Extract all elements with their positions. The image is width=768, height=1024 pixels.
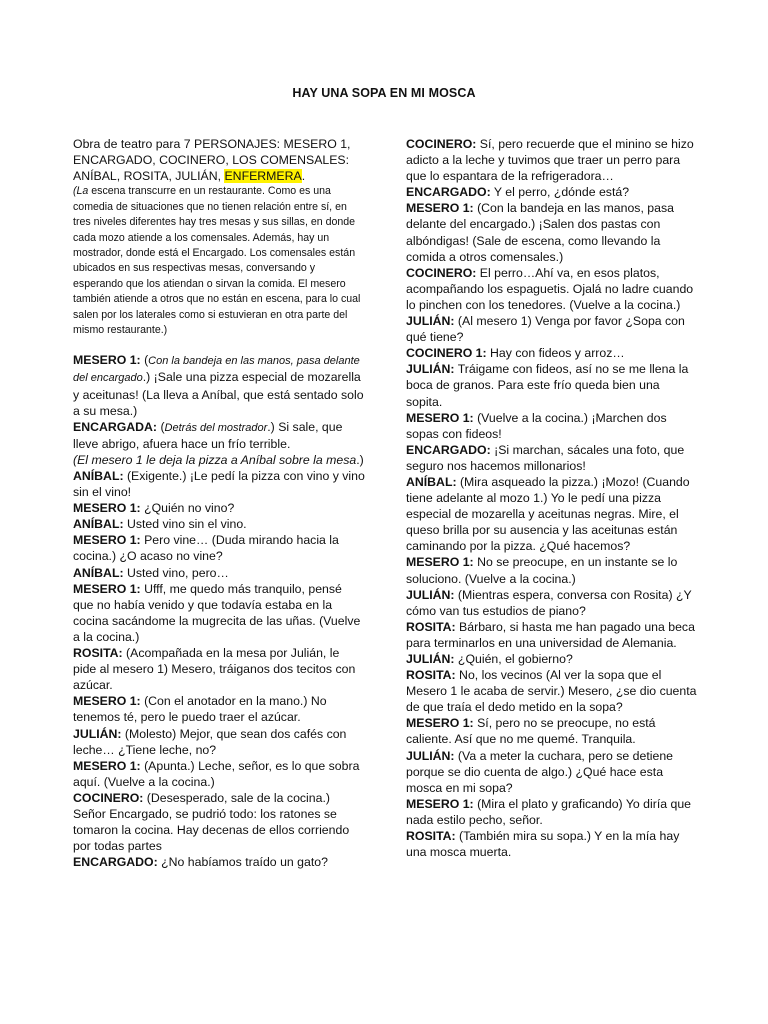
dialogue-line — [406, 748, 698, 796]
intro-direction-text: escena transcurre en un restaurante. Como es una comedia de situaciones que no tienen relación entre sí, en tres niveles diferentes hay tres mesas y sus sillas, en donde cada mozo atiende a los comensales. Además, hay un mostrador, donde está el Encargado. Los comensales están ubicados en sus respectivas mesas, conversando y esperando que los atiendan o sirvan la comida. El mesero también atiende a otros que no están en escena, para lo cual salen por los laterales como si estuvieran en otra parte del mismo restaurante.) — [73, 185, 361, 336]
dialogue-line — [73, 790, 365, 854]
paren: ( — [140, 353, 149, 368]
right-column — [406, 136, 698, 860]
dialogue-line — [406, 474, 698, 554]
dialogue-line — [406, 361, 698, 409]
dialogue-line — [73, 532, 365, 564]
characters-paragraph — [73, 136, 365, 184]
speaker-name: JULIÁN: — [406, 587, 455, 602]
speaker-name: ANÍBAL: — [73, 469, 124, 483]
speaker-name: MESERO 1: — [73, 758, 141, 773]
speaker-name: MESERO 1: — [73, 533, 141, 548]
dialogue-text: Usted vino, pero… — [123, 565, 229, 580]
stage-direction-intro — [73, 184, 365, 338]
dialogue-text: Pero vine… (Duda mirando hacia la cocina.) ¿O acaso no vine? — [73, 533, 339, 564]
paren: ( — [157, 419, 165, 434]
dialogue-text: (Desesperado, sale de la cocina.) Señor Encargado, se pudrió todo: los ratones se tomaron la cocina. Hay decenas de ellos corriendo por todas partes — [73, 790, 350, 854]
dialogue-line — [406, 667, 698, 715]
dialogue-text: (Al mesero 1) Venga por favor ¿Sopa con qué tiene? — [406, 314, 685, 345]
dialogue-text: .) Si sale, que lleve abrigo, afuera hace un frío terrible. — [73, 419, 343, 451]
dialogue-text: Sí, pero no se preocupe, no está caliente. Así que no me quemé. Tranquila. — [406, 716, 656, 747]
highlighted-word: ENFERMERA — [224, 169, 302, 184]
dialogue-text: Y el perro, ¿dónde está? — [490, 185, 630, 200]
dialogue-line — [406, 619, 698, 651]
speaker-name: ENCARGADO: — [406, 185, 491, 200]
dialogue-text: (Acompañada en la mesa por Julián, le pide al mesero 1) Mesero, tráiganos dos tecitos con azúcar. — [73, 646, 356, 693]
dialogue-text: (Mientras espera, conversa con Rosita) ¿Y cómo van tus estudios de piano? — [406, 587, 692, 618]
speaker-name: ROSITA: — [406, 829, 456, 844]
speaker-name: MESERO 1: — [406, 201, 474, 216]
dialogue-line — [406, 828, 698, 860]
dialogue-line — [406, 651, 698, 667]
speaker-name: ENCARGADA: — [73, 419, 158, 434]
dialogue-line — [406, 796, 698, 828]
dialogue-line — [406, 554, 698, 586]
dialogue-text: Tráigame con fideos, así no se me llena la boca de granos. Para este frío queda bien una sopita. — [406, 362, 689, 409]
speaker-name: MESERO 1: — [73, 353, 141, 368]
speaker-name: MESERO 1: — [73, 581, 141, 596]
dialogue-line — [73, 854, 365, 870]
intro-italic-word: La — [76, 185, 89, 198]
speaker-name: ENCARGADO: — [73, 855, 158, 870]
stage-direction: Con la bandeja en las manos, pasa delante del encargado — [73, 355, 360, 385]
dialogue-line — [406, 184, 698, 200]
dialogue-line — [73, 693, 365, 725]
speaker-name: ROSITA: — [406, 619, 456, 634]
dialogue-line — [73, 419, 365, 452]
dialogue-line — [406, 265, 698, 313]
dialogue-text: Bárbaro, si hasta me han pagado una beca para terminarlos en una universidad de Alemania. — [406, 619, 695, 650]
left-dialogue — [73, 352, 365, 870]
dialogue-text: ¿Quién, el gobierno? — [454, 652, 573, 666]
dialogue-text: Sí, pero recuerde que el minino se hizo adicto a la leche y tuvimos que traer un perro para que lo espantara de la refrigeradora… — [406, 137, 694, 184]
dialogue-text: (También mira su sopa.) Y en la mía hay una mosca muerta. — [406, 829, 680, 860]
dialogue-line — [73, 565, 365, 581]
dialogue-line — [406, 345, 698, 361]
dialogue-line — [73, 452, 365, 468]
dialogue-text: (Mira asqueado la pizza.) ¡Mozo! (Cuando tiene adelante al mozo 1.) Yo le pedí una pizza especial de mozarella y aceitunas negras. Mire, el queso brilla por su ausencia y las aceitunas están caminando por la pizza. ¿Qué hacemos? — [406, 474, 690, 554]
dialogue-line — [406, 410, 698, 442]
dialogue-text: No, los vecinos (Al ver la sopa que el Mesero 1 le acaba de servir.) Mesero, ¿se dio cuenta de que traía el dedo metido en la sopa? — [406, 668, 697, 715]
dialogue-line — [406, 200, 698, 264]
dialogue-text: (Molesto) Mejor, que sean dos cafés con leche… ¿Tiene leche, no? — [73, 726, 347, 757]
dialogue-line — [73, 468, 365, 500]
intro-paren: ( — [73, 185, 77, 198]
dialogue-line — [406, 587, 698, 619]
characters-text: Obra de teatro para 7 PERSONAJES: MESERO 1, ENCARGADO, COCINERO, LOS COMENSALES: ANÍBAL, ROSITA, JULIÁN, — [73, 137, 351, 184]
dialogue-line — [73, 516, 365, 532]
speaker-name: ANÍBAL: — [406, 474, 457, 489]
dialogue-text: (Vuelve a la cocina.) ¡Marchen dos sopas con fideos! — [406, 410, 667, 441]
dialogue-text: (Va a meter la cuchara, pero se detiene porque se dio cuenta de algo.) ¿Qué hace esta mosca en mi sopa? — [406, 748, 674, 795]
dialogue-text: No se preocupe, en un instante se lo soluciono. (Vuelve a la cocina.) — [406, 555, 678, 586]
dialogue-line — [406, 442, 698, 474]
speaker-name: ROSITA: — [73, 646, 123, 661]
speaker-name: MESERO 1: — [406, 716, 474, 731]
page-title: HAY UNA SOPA EN MI MOSCA — [292, 86, 476, 100]
dialogue-line — [406, 715, 698, 747]
speaker-name: JULIÁN: — [406, 362, 455, 377]
characters-suffix: . — [301, 169, 306, 184]
dialogue-text: (Con la bandeja en las manos, pasa delante del encargado.) ¡Salen dos pastas con albóndigas! (Sale de escena, como llevando la comida a otros comensales.) — [406, 201, 674, 264]
dialogue-text: ¿No habíamos traído un gato? — [157, 855, 328, 870]
dialogue-text: .) ¡Sale una pizza especial de mozarella y aceitunas! (La lleva a Aníbal, que está sentado solo a su mesa.) — [73, 370, 364, 418]
speaker-name: MESERO 1: — [73, 694, 141, 709]
dialogue-line — [73, 758, 365, 790]
dialogue-text: El perro…Ahí va, en esos platos, acompañando los espaguetis. Ojalá no ladre cuando lo pinchen con los tenedores. (Vuelve a la cocina.) — [406, 265, 694, 312]
speaker-name: ROSITA: — [406, 668, 456, 683]
speaker-name: MESERO 1: — [406, 555, 474, 570]
speaker-name: ANÍBAL: — [73, 565, 124, 580]
dialogue-text: ¡Si marchan, sácales una foto, que seguro nos hacemos millonarios! — [406, 442, 685, 473]
stage-direction: Detrás del mostrador — [164, 421, 268, 434]
dialogue-line — [406, 313, 698, 345]
dialogue-text: (Con el anotador en la mano.) No tenemos té, pero le puedo traer el azúcar. — [73, 694, 327, 725]
right-dialogue — [406, 136, 698, 860]
dialogue-line — [73, 645, 365, 693]
dialogue-text: (Apunta.) Leche, señor, es lo que sobra aquí. (Vuelve a la cocina.) — [73, 758, 360, 789]
speaker-name: ANÍBAL: — [73, 517, 124, 532]
dialogue-text: ¿Quién no vino? — [140, 501, 235, 516]
dialogue-text: Ufff, me quedo más tranquilo, pensé que no había venido y que todavía estaba en la cocina sacándome la mugrecita de las uñas. (Vuelve a la cocina.) — [73, 581, 361, 644]
speaker-name: JULIÁN: — [406, 652, 455, 666]
speaker-name: MESERO 1: — [406, 796, 474, 811]
speaker-name: JULIÁN: — [406, 748, 455, 763]
dialogue-text: (Exigente.) ¡Le pedí la pizza con vino y vino sin el vino! — [73, 469, 365, 500]
speaker-name: COCINERO: — [406, 265, 477, 280]
dialogue-line — [406, 136, 698, 184]
speaker-name: JULIÁN: — [73, 726, 122, 741]
speaker-name: COCINERO: — [73, 790, 144, 805]
dialogue-text: Usted vino sin el vino. — [123, 517, 247, 532]
spacer — [73, 338, 365, 352]
dialogue-line — [73, 581, 365, 645]
dialogue-line — [73, 726, 365, 758]
speaker-name: COCINERO 1: — [406, 346, 487, 361]
speaker-name: ENCARGADO: — [406, 442, 491, 457]
dialogue-line — [73, 352, 365, 418]
speaker-name: COCINERO: — [406, 137, 477, 151]
speaker-name: MESERO 1: — [73, 501, 141, 516]
dialogue-line — [73, 500, 365, 516]
stage-direction: (El mesero 1 le deja la pizza a Aníbal sobre la mesa — [73, 452, 357, 467]
speaker-name: MESERO 1: — [406, 410, 474, 425]
speaker-name: JULIÁN: — [406, 314, 455, 329]
left-column — [73, 136, 365, 870]
dialogue-text: Hay con fideos y arroz… — [486, 346, 625, 361]
dialogue-text: (Mira el plato y graficando) Yo diría que nada estilo pecho, señor. — [406, 796, 692, 827]
dialogue-text: .) — [356, 452, 364, 467]
